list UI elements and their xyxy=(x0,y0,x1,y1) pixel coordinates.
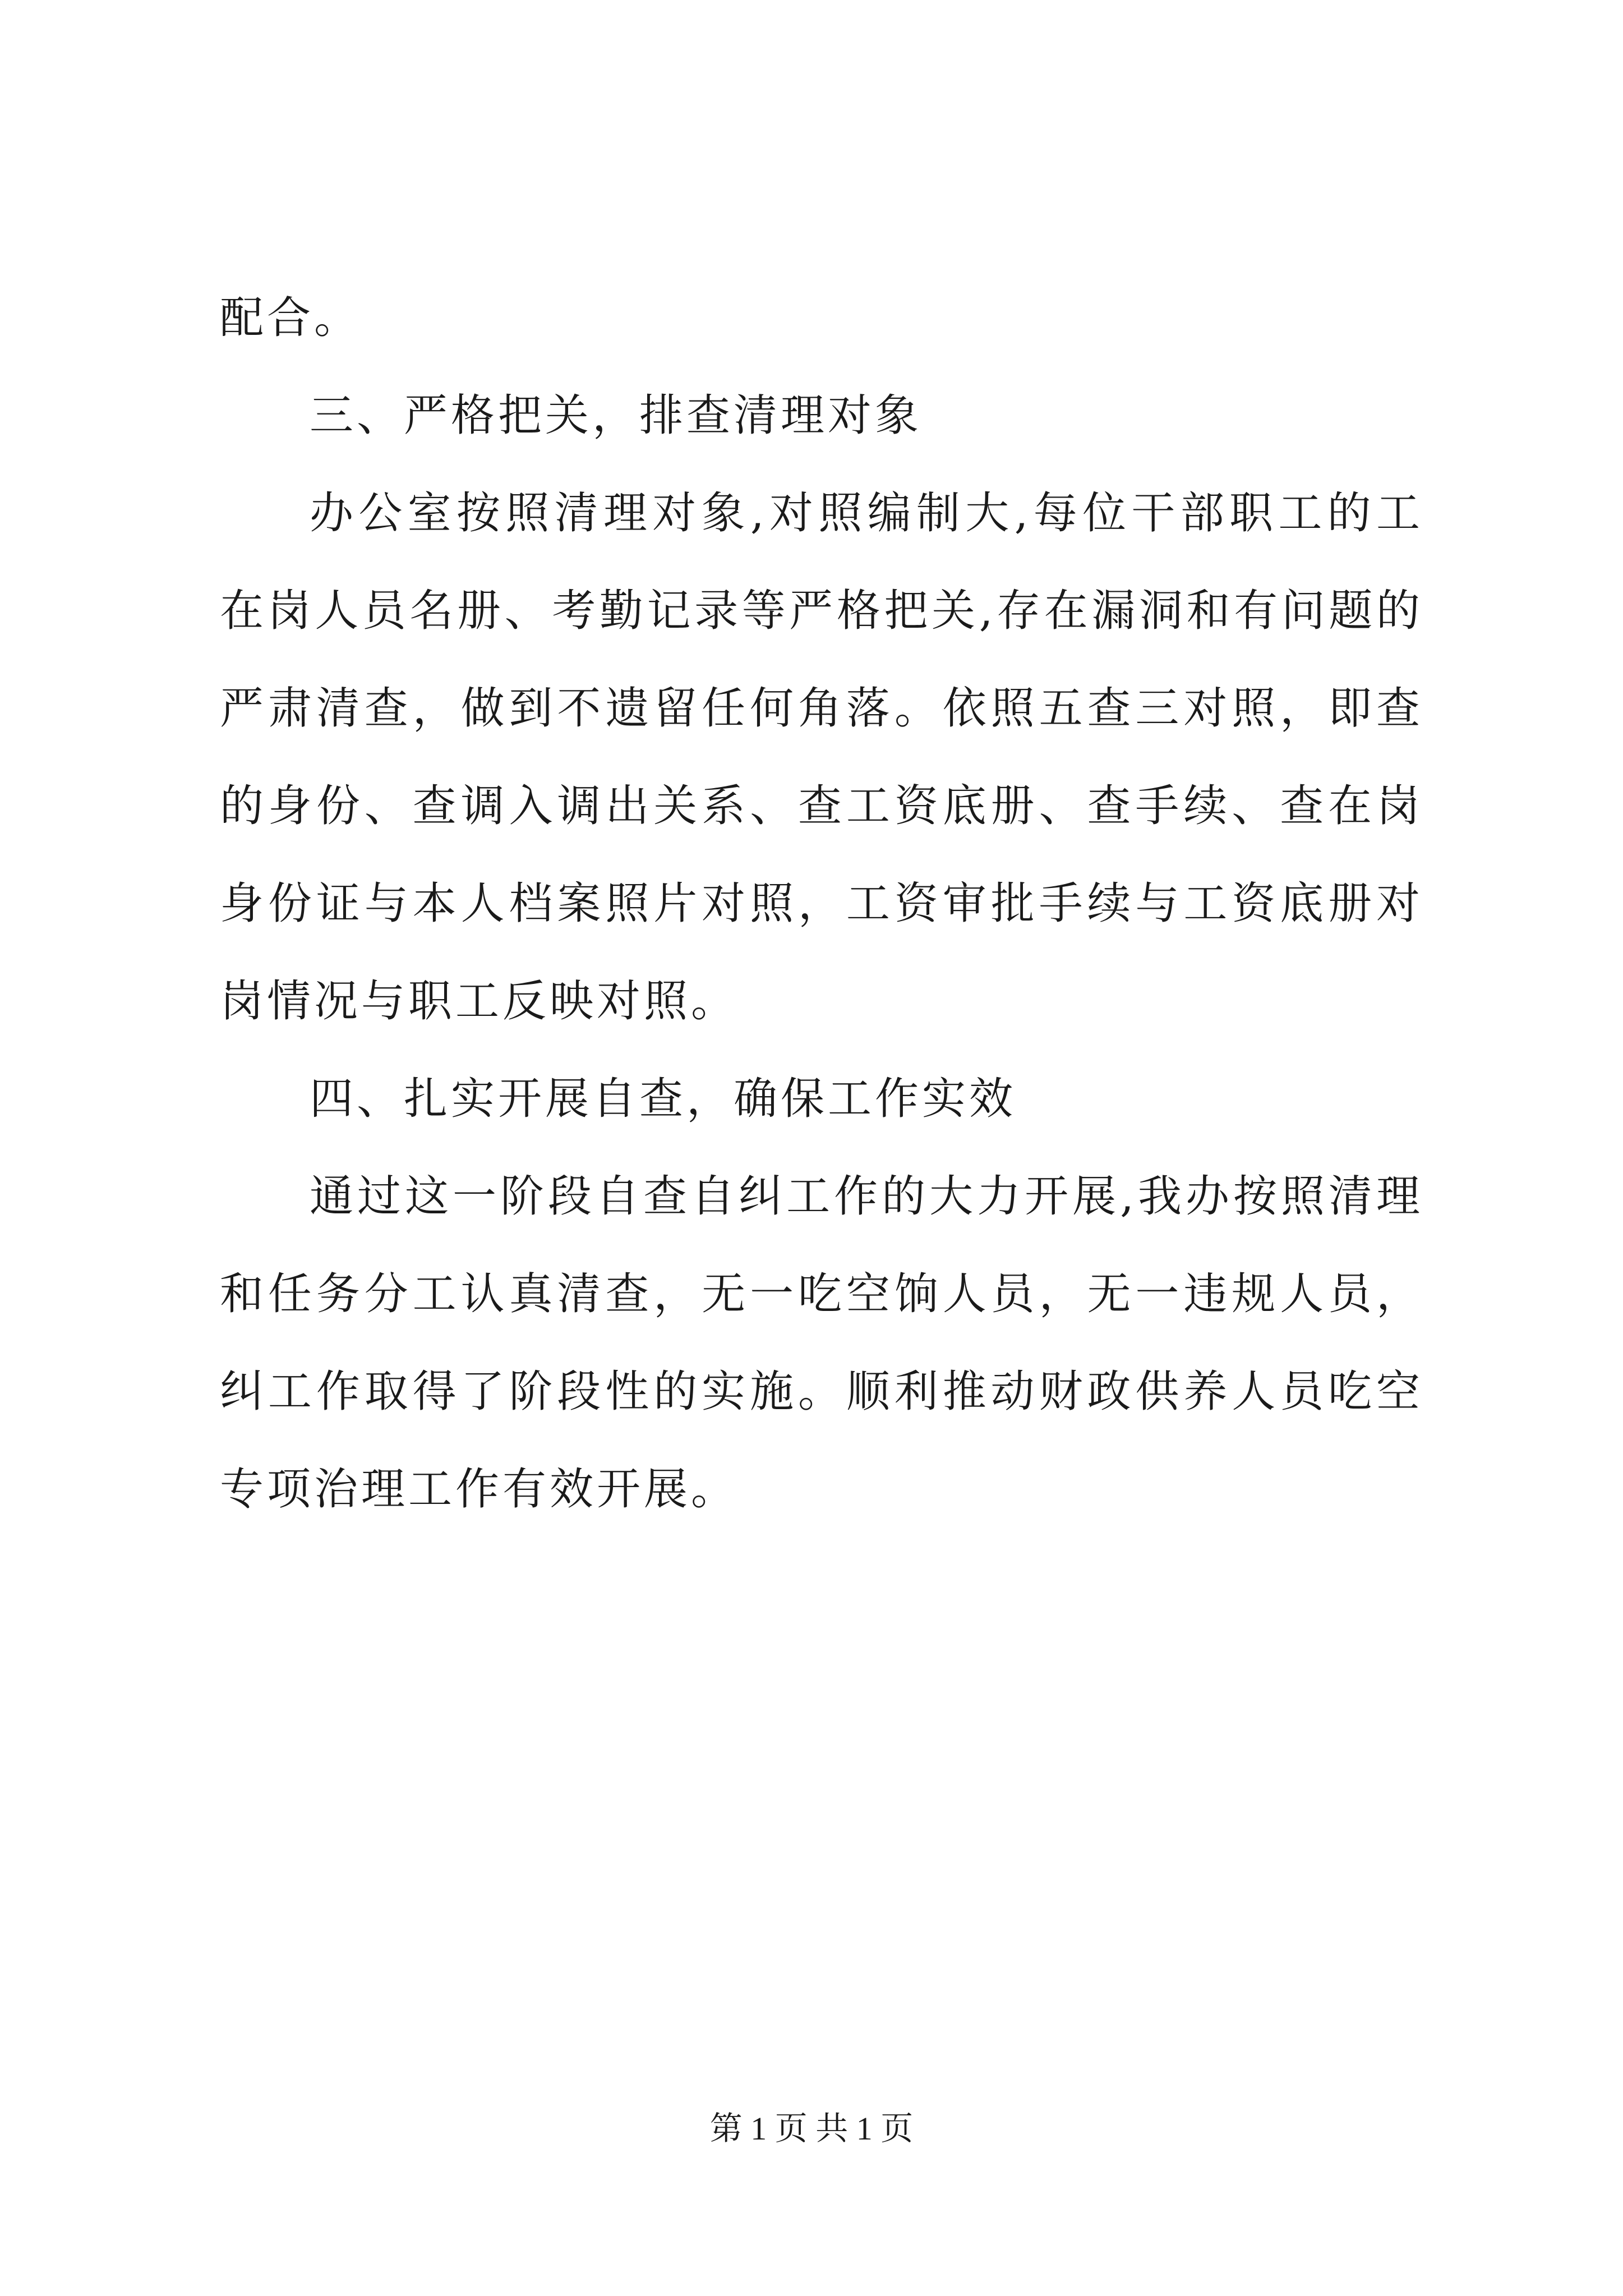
section-heading: 三、严格把关，排查清理对象 xyxy=(310,390,923,441)
text-line: 纠工作取得了阶段性的实施。顺利推动财政供养人员吃空 xyxy=(220,1366,1423,1417)
text-line: 的身份、查调入调出关系、查工资底册、查手续、查在岗 xyxy=(220,781,1423,831)
text-line: 专项治理工作有效开展。 xyxy=(220,1464,739,1515)
text-line: 办公室按照清理对象,对照编制大,每位干部职工的工 xyxy=(310,488,1423,539)
text-line: 岗情况与职工反映对照。 xyxy=(220,976,739,1027)
text-line: 在岗人员名册、考勤记录等严格把关,存在漏洞和有问题的 xyxy=(220,586,1423,636)
text-line: 严肃清查，做到不遗留任何角落。依照五查三对照，即查 xyxy=(220,683,1423,734)
text-line: 配合。 xyxy=(220,293,362,343)
document-body xyxy=(220,269,1423,1538)
text-line: 身份证与本人档案照片对照，工资审批手续与工资底册对 xyxy=(220,878,1423,929)
page-number-footer: 第 1 页 共 1 页 xyxy=(709,2110,914,2147)
section-heading: 四、扎实开展自查，确保工作实效 xyxy=(310,1074,1017,1124)
text-line: 和任务分工认真清查，无一吃空饷人员，无一违规人员， xyxy=(220,1269,1423,1319)
text-line: 通过这一阶段自查自纠工作的大力开展,我办按照清理 xyxy=(310,1171,1423,1222)
